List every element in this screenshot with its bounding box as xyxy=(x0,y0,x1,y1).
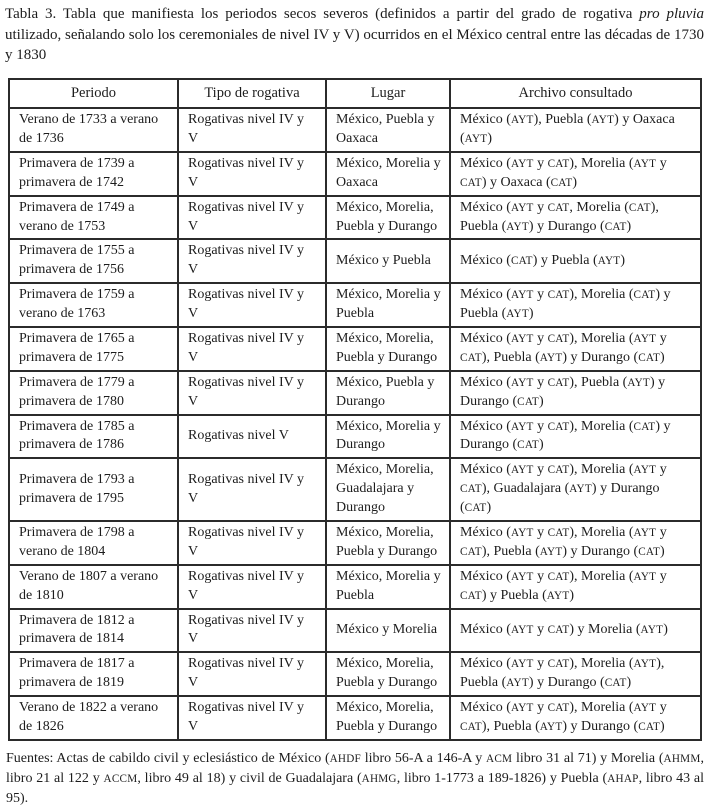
cell-tipo-rogativa: Rogativas nivel IV y V xyxy=(178,521,326,565)
cell-periodo: Primavera de 1779 a primavera de 1780 xyxy=(9,371,178,415)
cell-tipo-rogativa: Rogativas nivel IV y V xyxy=(178,565,326,609)
cell-tipo-rogativa: Rogativas nivel IV y V xyxy=(178,371,326,415)
cell-lugar: México, Morelia y Puebla xyxy=(326,283,450,327)
table-row xyxy=(9,371,701,415)
table-row xyxy=(9,196,701,240)
table-row xyxy=(9,609,701,653)
cell-periodo: Primavera de 1812 a primavera de 1814 xyxy=(9,609,178,653)
cell-archivo-consultado: México (AYT), Puebla (AYT) y Oaxaca (AYT) xyxy=(450,108,701,152)
cell-lugar: México, Morelia y Oaxaca xyxy=(326,152,450,196)
cell-archivo-consultado: México (AYT y CAT), Morelia (AYT y CAT), Puebla (AYT) y Durango (CAT) xyxy=(450,327,701,371)
table-row xyxy=(9,565,701,609)
table-row xyxy=(9,283,701,327)
table-row xyxy=(9,652,701,696)
caption-text-lead: Tabla 3. Tabla que manifiesta los periodos secos severos (definidos a partir del grado de rogativa xyxy=(5,6,640,22)
table-row xyxy=(9,521,701,565)
table-header-row xyxy=(9,79,701,108)
cell-periodo: Primavera de 1793 a primavera de 1795 xyxy=(9,458,178,521)
cell-periodo: Verano de 1733 a verano de 1736 xyxy=(9,108,178,152)
cell-lugar: México, Puebla y Durango xyxy=(326,371,450,415)
rogativas-table xyxy=(8,78,702,741)
cell-archivo-consultado: México (AYT y CAT), Morelia (AYT y CAT), Guadalajara (AYT) y Durango (CAT) xyxy=(450,458,701,521)
cell-archivo-consultado: México (AYT y CAT), Morelia (CAT) y Puebla (AYT) xyxy=(450,283,701,327)
cell-lugar: México y Morelia xyxy=(326,609,450,653)
cell-archivo-consultado: México (AYT y CAT), Morelia (AYT), Puebla (AYT) y Durango (CAT) xyxy=(450,652,701,696)
cell-archivo-consultado: México (AYT y CAT), Morelia (AYT y CAT), Puebla (AYT) y Durango (CAT) xyxy=(450,521,701,565)
cell-tipo-rogativa: Rogativas nivel IV y V xyxy=(178,652,326,696)
cell-tipo-rogativa: Rogativas nivel IV y V xyxy=(178,327,326,371)
table-row xyxy=(9,108,701,152)
table-sources: Fuentes: Actas de cabildo civil y eclesiástico de México (AHDF libro 56-A a 146-A y ACM libro 31 al 71) y Morelia (AHMM, libro 21 al 122 y ACCM, libro 49 al 18) y civil de Guadalajara (AHMG, libro 1-1773 a 189-1826) y Puebla (AHAP, libro 43 al 95). xyxy=(6,750,705,806)
cell-periodo: Primavera de 1739 a primavera de 1742 xyxy=(9,152,178,196)
cell-archivo-consultado: México (AYT y CAT), Morelia (CAT) y Durango (CAT) xyxy=(450,415,701,459)
cell-lugar: México, Morelia, Puebla y Durango xyxy=(326,196,450,240)
cell-tipo-rogativa: Rogativas nivel V xyxy=(178,415,326,459)
col-header-archivo-consultado: Archivo consultado xyxy=(450,79,701,108)
col-header-lugar: Lugar xyxy=(326,79,450,108)
cell-lugar: México, Morelia, Puebla y Durango xyxy=(326,696,450,740)
table-row xyxy=(9,415,701,459)
cell-periodo: Primavera de 1817 a primavera de 1819 xyxy=(9,652,178,696)
cell-periodo: Primavera de 1749 a verano de 1753 xyxy=(9,196,178,240)
col-header-tipo-rogativa: Tipo de rogativa xyxy=(178,79,326,108)
cell-lugar: México, Morelia, Puebla y Durango xyxy=(326,652,450,696)
cell-tipo-rogativa: Rogativas nivel IV y V xyxy=(178,239,326,283)
table-row xyxy=(9,327,701,371)
cell-tipo-rogativa: Rogativas nivel IV y V xyxy=(178,108,326,152)
cell-tipo-rogativa: Rogativas nivel IV y V xyxy=(178,696,326,740)
cell-tipo-rogativa: Rogativas nivel IV y V xyxy=(178,152,326,196)
cell-archivo-consultado: México (AYT y CAT), Morelia (AYT y CAT), Puebla (AYT) y Durango (CAT) xyxy=(450,696,701,740)
cell-archivo-consultado: México (AYT y CAT), Morelia (AYT y CAT) y Puebla (AYT) xyxy=(450,565,701,609)
cell-lugar: México, Morelia, Puebla y Durango xyxy=(326,521,450,565)
cell-lugar: México, Morelia y Durango xyxy=(326,415,450,459)
table-row xyxy=(9,696,701,740)
table-row xyxy=(9,458,701,521)
cell-lugar: México y Puebla xyxy=(326,239,450,283)
cell-tipo-rogativa: Rogativas nivel IV y V xyxy=(178,458,326,521)
caption-text-tail: utilizado, señalando solo los ceremoniales de nivel IV y V) ocurridos en el México central entre las décadas de 1730 y 1830 xyxy=(5,26,704,64)
cell-periodo: Primavera de 1765 a primavera de 1775 xyxy=(9,327,178,371)
table-row xyxy=(9,239,701,283)
cell-tipo-rogativa: Rogativas nivel IV y V xyxy=(178,196,326,240)
cell-periodo: Primavera de 1785 a primavera de 1786 xyxy=(9,415,178,459)
cell-archivo-consultado: México (AYT y CAT), Morelia (AYT y CAT) y Oaxaca (CAT) xyxy=(450,152,701,196)
cell-lugar: México, Morelia, Puebla y Durango xyxy=(326,327,450,371)
cell-lugar: México, Morelia, Guadalajara y Durango xyxy=(326,458,450,521)
cell-periodo: Primavera de 1759 a verano de 1763 xyxy=(9,283,178,327)
cell-archivo-consultado: México (AYT y CAT, Morelia (CAT), Puebla (AYT) y Durango (CAT) xyxy=(450,196,701,240)
cell-tipo-rogativa: Rogativas nivel IV y V xyxy=(178,609,326,653)
table-body xyxy=(9,108,701,740)
cell-archivo-consultado: México (CAT) y Puebla (AYT) xyxy=(450,239,701,283)
table-row xyxy=(9,152,701,196)
cell-periodo: Primavera de 1755 a primavera de 1756 xyxy=(9,239,178,283)
cell-archivo-consultado: México (AYT y CAT) y Morelia (AYT) xyxy=(450,609,701,653)
cell-lugar: México, Puebla y Oaxaca xyxy=(326,108,450,152)
cell-periodo: Verano de 1822 a verano de 1826 xyxy=(9,696,178,740)
cell-lugar: México, Morelia y Puebla xyxy=(326,565,450,609)
cell-archivo-consultado: México (AYT y CAT), Puebla (AYT) y Durango (CAT) xyxy=(450,371,701,415)
col-header-periodo: Periodo xyxy=(9,79,178,108)
table-caption xyxy=(5,4,704,66)
cell-periodo: Primavera de 1798 a verano de 1804 xyxy=(9,521,178,565)
caption-italic-latin: pro pluvia xyxy=(639,6,704,22)
cell-tipo-rogativa: Rogativas nivel IV y V xyxy=(178,283,326,327)
cell-periodo: Verano de 1807 a verano de 1810 xyxy=(9,565,178,609)
